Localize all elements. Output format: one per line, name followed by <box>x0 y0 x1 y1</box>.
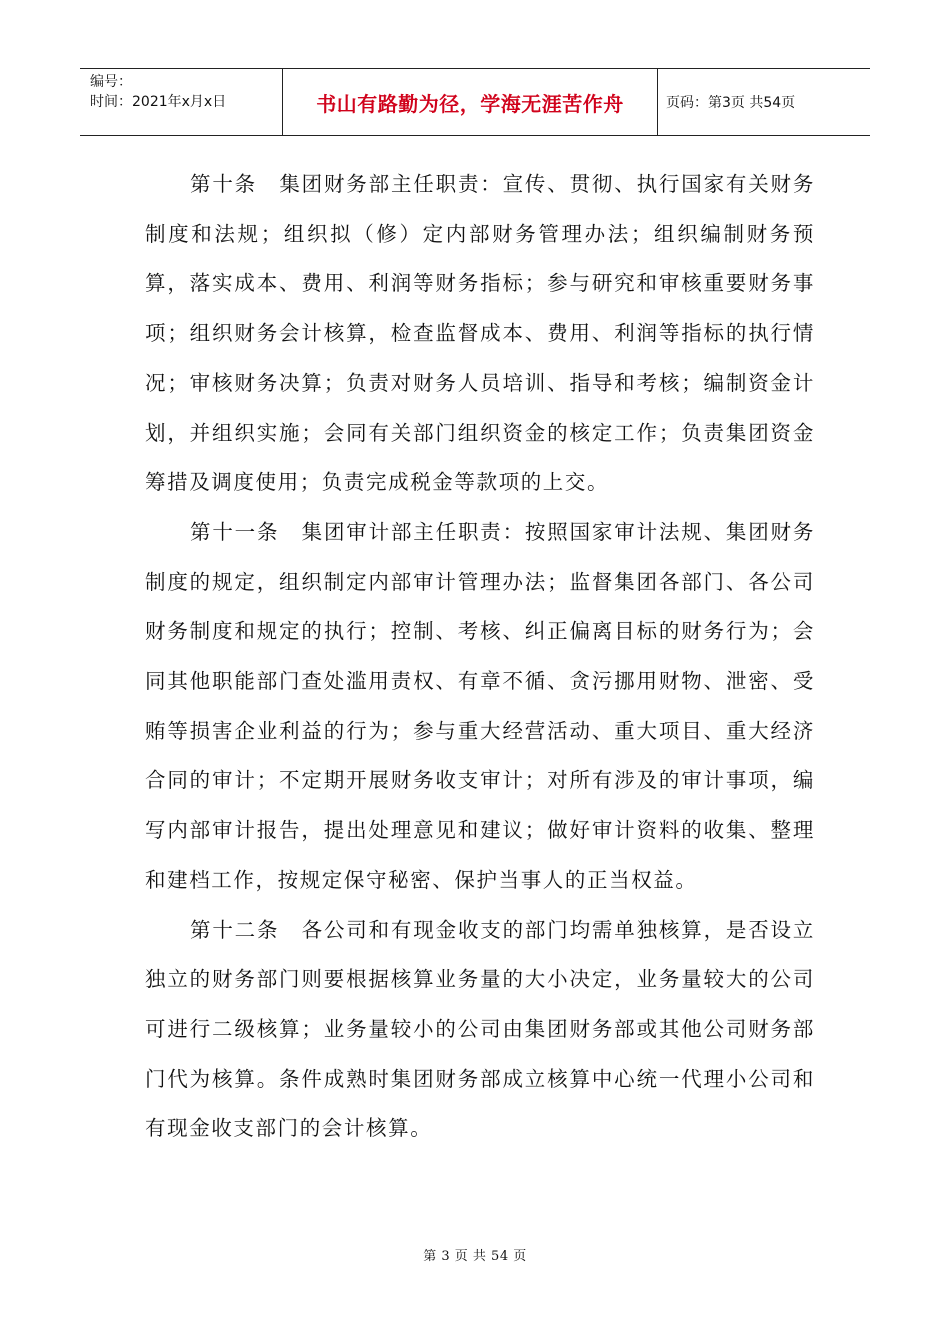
header-motto: 书山有路勤为径，学海无涯苦作舟 <box>283 69 658 135</box>
article-12-paragraph: 第十二条 各公司和有现金收支的部门均需单独核算，是否设立独立的财务部门则要根据核算业务量的大小决定，业务量较大的公司可进行二级核算；业务量较小的公司由集团财务部或其他公司财务部门代为核算。条件成熟时集团财务部成立核算中心统一代理小公司和有现金收支部门的会计核算。 <box>145 917 815 1141</box>
header-meta <box>80 69 283 135</box>
page-header <box>80 68 870 136</box>
document-number-label: 编号： <box>90 74 132 90</box>
article-11-paragraph: 第十一条 集团审计部主任职责：按照国家审计法规、集团财务制度的规定，组织制定内部审计管理办法；监督集团各部门、各公司财务制度和规定的执行；控制、考核、纠正偏离目标的财务行为；会同其他职能部门查处滥用责权、有章不循、贪污挪用财物、泄密、受贿等损害企业利益的行为；参与重大经营活动、重大项目、重大经济合同的审计；不定期开展财务收支审计；对所有涉及的审计事项，编写内部审计报告，提出处理意见和建议；做好审计资料的收集、整理和建档工作，按规定保守秘密、保护当事人的正当权益。 <box>145 519 815 892</box>
page-footer: 第 3 页 共 54 页 <box>423 1249 527 1264</box>
article-10-paragraph: 第十条 集团财务部主任职责：宣传、贯彻、执行国家有关财务制度和法规；组织拟（修）定内部财务管理办法；组织编制财务预算，落实成本、费用、利润等财务指标；参与研究和审核重要财务事项；组织财务会计核算，检查监督成本、费用、利润等指标的执行情况；审核财务决算；负责对财务人员培训、指导和考核；编制资金计划，并组织实施；会同有关部门组织资金的核定工作；负责集团资金筹措及调度使用；负责完成税金等款项的上交。 <box>145 172 815 495</box>
header-page-label: 页码：第3页 共54页 <box>666 95 796 111</box>
document-date-label: 时间：2021年x月x日 <box>90 94 227 110</box>
document-body <box>145 160 815 1154</box>
